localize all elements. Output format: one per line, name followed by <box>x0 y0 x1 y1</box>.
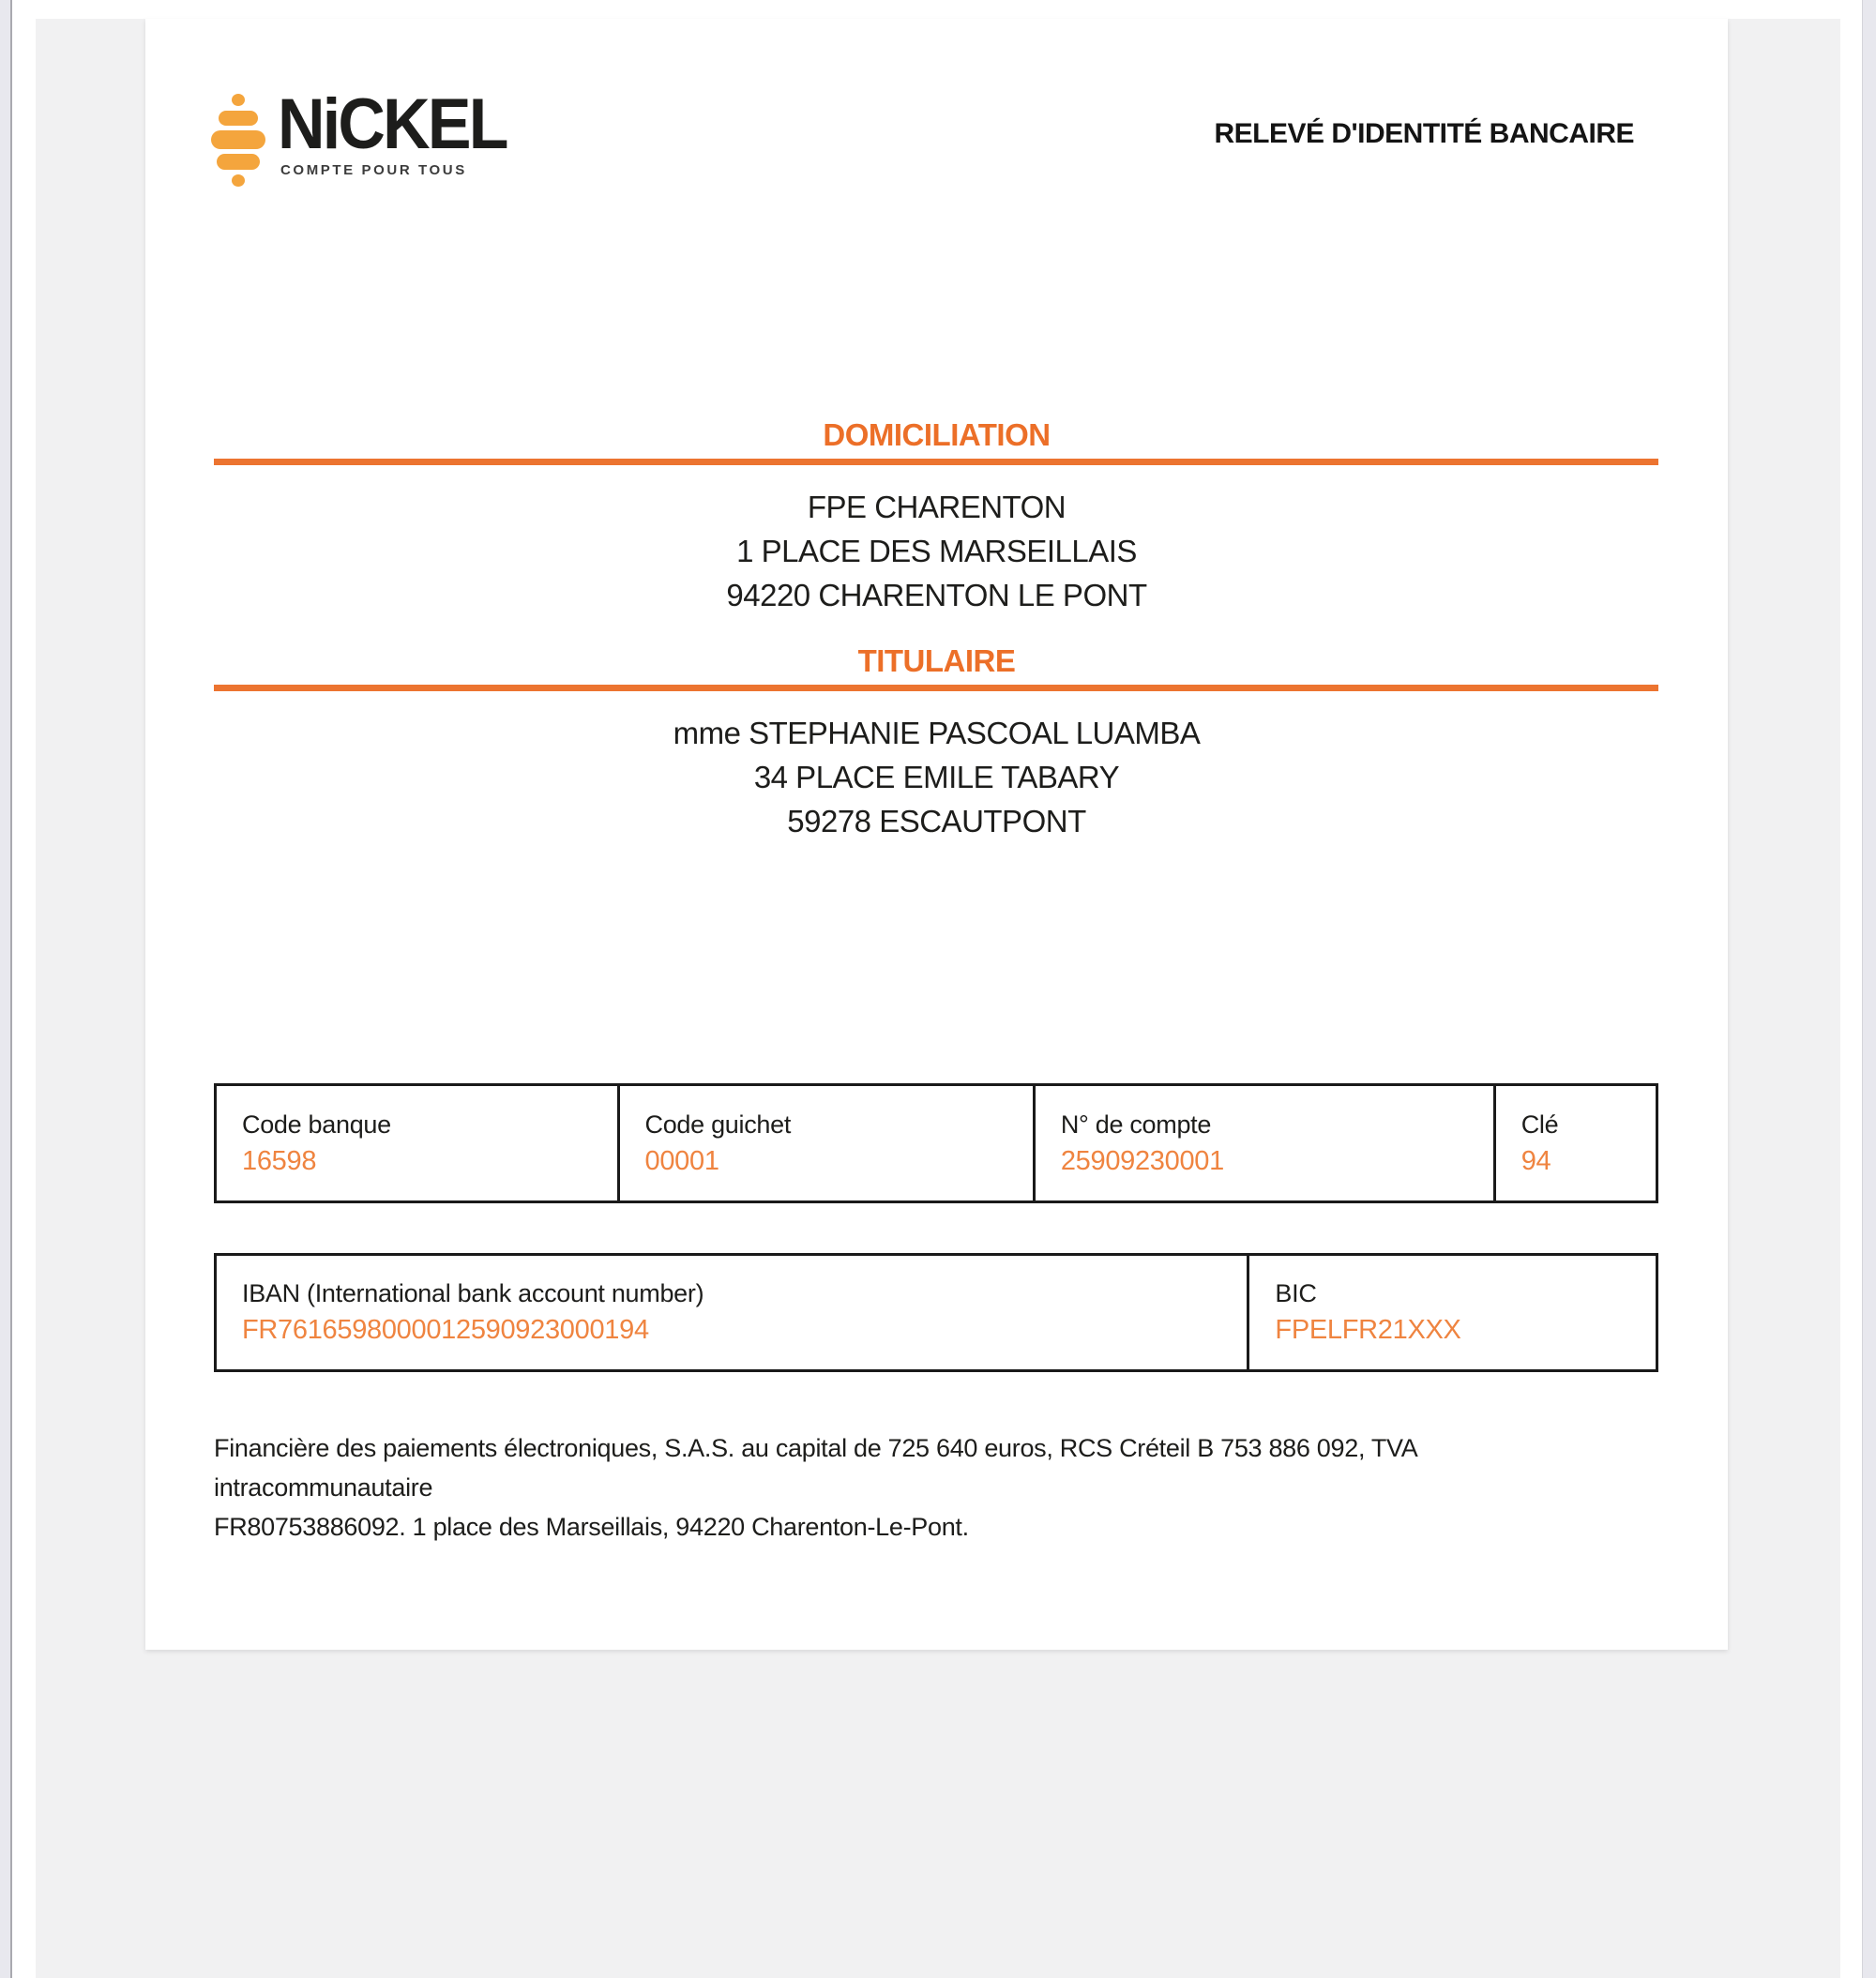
brand-tagline: COMPTE POUR TOUS <box>280 162 467 178</box>
address-line: 34 PLACE EMILE TABARY <box>753 760 1120 794</box>
code-guichet-label: Code guichet <box>644 1110 792 1139</box>
document-title: RELEVÉ D'IDENTITÉ BANCAIRE <box>1214 118 1634 149</box>
legal-footer-line1: Financière des paiements électroniques, S.A.S. au capital de 725 640 euros, RCS Créteil B 753 886 092, TVA intracommunautaire <box>214 1434 1416 1502</box>
logo-dot-bottom <box>232 174 245 187</box>
address-line: FPE CHARENTON <box>807 490 1067 524</box>
titulaire-address <box>145 711 1728 843</box>
iban-label: IBAN (International bank account number) <box>242 1279 704 1307</box>
iban-bic-table <box>214 1253 1658 1372</box>
bic-cell <box>1249 1256 1656 1369</box>
numero-compte-value: 25909230001 <box>1060 1145 1224 1176</box>
cle-cell <box>1496 1086 1656 1200</box>
address-line: 1 PLACE DES MARSEILLAIS <box>736 534 1137 568</box>
code-banque-value: 16598 <box>242 1145 317 1176</box>
address-line: 94220 CHARENTON LE PONT <box>726 578 1147 612</box>
legal-footer-line2: FR80753886092. 1 place des Marseillais, 94220 Charenton-Le-Pont. <box>214 1513 969 1541</box>
viewer-canvas <box>36 19 1840 1978</box>
scrollbar-left[interactable] <box>0 0 12 1978</box>
address-line: 59278 ESCAUTPONT <box>787 804 1086 838</box>
logo-text <box>278 84 526 178</box>
document-page <box>145 19 1728 1650</box>
code-guichet-cell <box>620 1086 1036 1200</box>
logo-bar-large <box>211 130 265 149</box>
section-rule-domiciliation <box>214 459 1658 465</box>
logo-bar-medium <box>217 154 260 170</box>
brand-name: NiCKEL <box>278 84 507 164</box>
code-banque-cell <box>217 1086 620 1200</box>
code-guichet-value: 00001 <box>644 1145 719 1176</box>
numero-compte-label: N° de compte <box>1060 1110 1212 1139</box>
bank-details-table <box>214 1083 1658 1203</box>
domiciliation-address <box>145 485 1728 617</box>
cle-label: Clé <box>1520 1110 1559 1139</box>
section-heading-titulaire: TITULAIRE <box>857 643 1016 678</box>
legal-footer <box>214 1428 1602 1547</box>
section-rule-titulaire <box>214 685 1658 691</box>
address-line: mme STEPHANIE PASCOAL LUAMBA <box>673 716 1201 750</box>
cle-value: 94 <box>1520 1145 1551 1176</box>
logo-bar-small <box>219 111 258 126</box>
iban-cell <box>217 1256 1249 1369</box>
iban-value: FR7616598000012590923000194 <box>242 1315 649 1345</box>
numero-compte-cell <box>1036 1086 1496 1200</box>
bic-value: FPELFR21XXX <box>1275 1315 1461 1345</box>
scrollbar-right[interactable] <box>1862 0 1876 1978</box>
nickel-hive-icon <box>211 94 265 187</box>
logo-dot-top <box>232 94 245 106</box>
nickel-logo <box>211 84 526 187</box>
code-banque-label: Code banque <box>242 1110 391 1139</box>
section-heading-domiciliation: DOMICILIATION <box>823 417 1051 452</box>
bic-label: BIC <box>1275 1279 1317 1307</box>
